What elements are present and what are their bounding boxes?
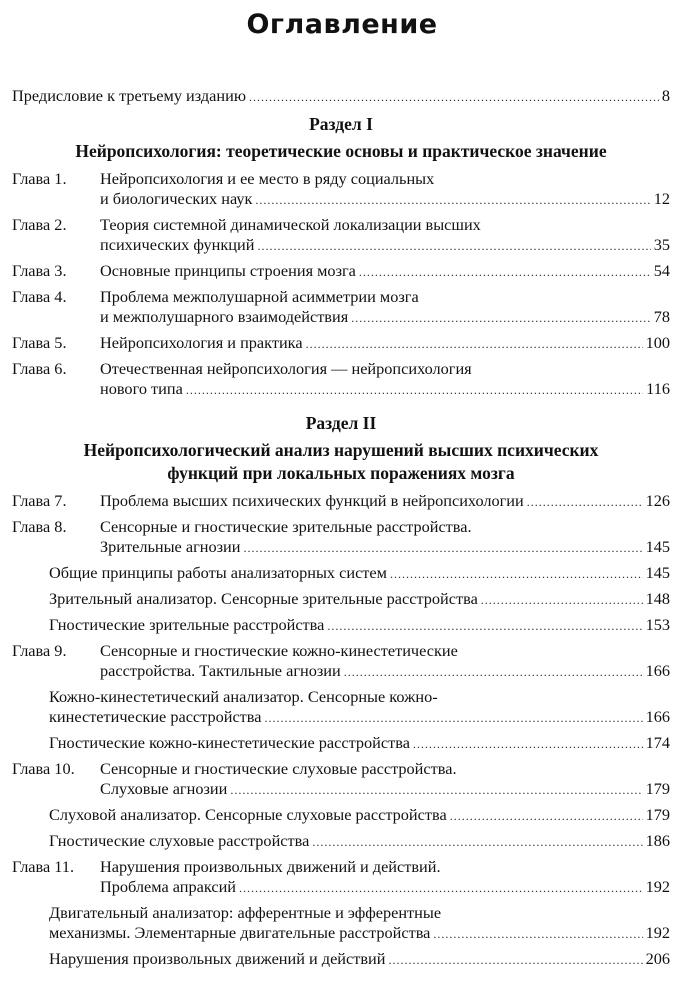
chapter-label: Глава 9. — [12, 641, 67, 660]
dot-leader — [527, 492, 643, 512]
entry-last-line — [100, 779, 670, 800]
entry-title-line: Зрительные агнозии — [100, 537, 241, 556]
entry-last-line — [100, 307, 670, 328]
page-number: 179 — [645, 779, 670, 798]
dot-leader — [450, 806, 643, 826]
page-number: 35 — [653, 235, 670, 254]
toc-chapter-entry[interactable] — [12, 261, 670, 282]
toc-chapter-entry[interactable] — [12, 857, 670, 898]
chapter-label: Глава 7. — [12, 491, 67, 510]
entry-title-line: Гностические слуховые расстройства — [49, 831, 310, 850]
entry-title-line: Теория системной динамической локализации высших — [100, 215, 481, 234]
chapter-label: Глава 3. — [12, 261, 67, 280]
entry-title-line: Нейропсихология и практика — [100, 333, 303, 352]
toc-subentry[interactable] — [12, 831, 670, 852]
chapter-label: Глава 8. — [12, 517, 67, 536]
toc-chapter-entry[interactable] — [12, 517, 670, 558]
entry-title-line: кинестетические расстройства — [49, 707, 262, 726]
entry-title-line: Нарушения произвольных движений и действий — [49, 949, 386, 968]
dot-leader — [351, 308, 651, 328]
toc-chapter-entry[interactable] — [12, 287, 670, 328]
chapter-label: Глава 6. — [12, 359, 67, 378]
entry-last-line — [100, 261, 670, 282]
page-title: Оглавление — [246, 9, 438, 40]
entry-title-line: Зрительный анализатор. Сенсорные зрительные расстройства — [49, 589, 478, 608]
entry-title-line: Проблема высших психических функций в нейропсихологии — [100, 491, 524, 510]
entry-body — [49, 589, 670, 610]
entry-title-line: Двигательный анализатор: афферентные и эфферентные — [49, 903, 442, 922]
entry-body — [49, 805, 670, 826]
dot-leader — [344, 662, 643, 682]
dot-leader — [255, 190, 650, 210]
entry-body — [100, 215, 670, 256]
dot-leader — [388, 950, 642, 970]
entry-title-line: Гностические зрительные расстройства — [49, 615, 325, 634]
dot-leader — [257, 236, 650, 256]
entry-body — [100, 359, 670, 400]
toc-subentry[interactable] — [12, 903, 670, 944]
entry-title-line: Проблема апраксий — [100, 877, 237, 896]
entry-body — [49, 903, 670, 944]
dot-leader — [359, 262, 651, 282]
page-number: 192 — [645, 877, 670, 896]
entry-last-line — [49, 563, 670, 584]
entry-last-line — [100, 379, 670, 400]
entry-last-line — [49, 949, 670, 970]
dot-leader — [243, 538, 642, 558]
page-number: 192 — [645, 923, 670, 942]
entry-body — [100, 517, 670, 558]
entry-title-line: психических функций — [100, 235, 255, 254]
toc-chapter-entry[interactable] — [12, 641, 670, 682]
dot-leader — [390, 564, 643, 584]
entry-title-line: Нарушения произвольных движений и действий. — [100, 857, 441, 876]
entry-body — [100, 261, 670, 282]
entry-title-line: Сенсорные и гностические кожно-кинестетические — [100, 641, 458, 660]
entry-last-line — [49, 589, 670, 610]
page-number: 148 — [645, 589, 670, 608]
dot-leader — [265, 708, 643, 728]
entry-last-line — [49, 615, 670, 636]
dot-leader — [327, 616, 642, 636]
entry-last-line — [100, 189, 670, 210]
dot-leader — [481, 590, 643, 610]
entry-title-line: Отечественная нейропсихология — нейропсихология — [100, 359, 472, 378]
dot-leader — [306, 334, 643, 354]
chapter-label: Глава 5. — [12, 333, 67, 352]
toc-subentry[interactable] — [12, 615, 670, 636]
entry-title-line: и межполушарного взаимодействия — [100, 307, 349, 326]
page-number: 174 — [645, 733, 670, 752]
section-heading-line: Нейропсихология: теоретические основы и практическое значение — [75, 141, 607, 161]
section-heading-line: функций при локальных поражениях мозга — [167, 463, 515, 483]
dot-leader — [433, 924, 642, 944]
section-number: Раздел I — [309, 114, 373, 134]
dot-leader — [312, 832, 642, 852]
chapter-label: Глава 4. — [12, 287, 67, 306]
toc-subentry[interactable] — [12, 563, 670, 584]
toc-subentry[interactable] — [12, 589, 670, 610]
entry-title-line: механизмы. Элементарные двигательные расстройства — [49, 923, 431, 942]
entry-title-line: Слуховой анализатор. Сенсорные слуховые расстройства — [49, 805, 447, 824]
entry-title-line: Проблема межполушарной асимметрии мозга — [100, 287, 419, 306]
entry-body — [49, 615, 670, 636]
toc-chapter-entry[interactable] — [12, 359, 670, 400]
entry-last-line — [100, 877, 670, 898]
entry-body — [12, 86, 670, 107]
page-number: 116 — [646, 379, 670, 398]
entry-last-line — [12, 86, 670, 107]
entry-title-line: Кожно-кинестетический анализатор. Сенсорные кожно- — [49, 687, 438, 706]
page-number: 145 — [645, 537, 670, 556]
dot-leader — [230, 780, 642, 800]
toc-subentry[interactable] — [12, 687, 670, 728]
entry-last-line — [49, 733, 670, 754]
page-number: 179 — [645, 805, 670, 824]
entry-title-line: Слуховые агнозии — [100, 779, 228, 798]
page-number: 186 — [645, 831, 670, 850]
section-heading-line: Нейропсихологический анализ нарушений высших психических — [83, 440, 599, 460]
entry-body — [100, 641, 670, 682]
entry-body — [100, 857, 670, 898]
section-heading — [12, 140, 670, 163]
chapter-label: Глава 2. — [12, 215, 67, 234]
page-number: 8 — [661, 86, 670, 105]
section-heading — [12, 439, 670, 485]
entry-body — [100, 759, 670, 800]
entry-title-line: Гностические кожно-кинестетические расстройства — [49, 733, 410, 752]
entry-body — [100, 333, 670, 354]
toc-chapter-entry[interactable] — [12, 491, 670, 512]
chapter-label: Глава 1. — [12, 169, 67, 188]
entry-last-line — [100, 491, 670, 512]
entry-last-line — [100, 235, 670, 256]
dot-leader — [413, 734, 643, 754]
chapter-label: Глава 11. — [12, 857, 75, 876]
page-number: 100 — [645, 333, 670, 352]
entry-title-line: и биологических наук — [100, 189, 253, 208]
entry-last-line — [49, 805, 670, 826]
entry-last-line — [49, 831, 670, 852]
entry-body — [100, 287, 670, 328]
entry-last-line — [49, 707, 670, 728]
page-number: 12 — [653, 189, 670, 208]
page-number: 166 — [645, 661, 670, 680]
entry-title-line: расстройства. Тактильные агнозии — [100, 661, 341, 680]
entry-title-line: Нейропсихология и ее место в ряду социальных — [100, 169, 435, 188]
page-number: 126 — [645, 491, 670, 510]
entry-title-line: нового типа — [100, 379, 183, 398]
toc-chapter-entry[interactable] — [12, 759, 670, 800]
entry-title-line: Сенсорные и гностические слуховые расстройства. — [100, 759, 457, 778]
toc-subentry[interactable] — [12, 949, 670, 970]
toc-subentry[interactable] — [12, 733, 670, 754]
entry-body — [49, 949, 670, 970]
dot-leader — [239, 878, 643, 898]
toc-chapter-entry[interactable] — [12, 169, 670, 210]
table-of-contents — [12, 86, 670, 975]
entry-title-line: Сенсорные и гностические зрительные расстройства. — [100, 517, 472, 536]
entry-body — [49, 733, 670, 754]
dot-leader — [249, 87, 659, 107]
page-number: 54 — [653, 261, 670, 280]
entry-last-line — [100, 537, 670, 558]
dot-leader — [186, 380, 643, 400]
toc-chapter-entry[interactable] — [12, 333, 670, 354]
page-number: 145 — [645, 563, 670, 582]
chapter-label: Глава 10. — [12, 759, 75, 778]
entry-body — [100, 169, 670, 210]
page-number: 166 — [645, 707, 670, 726]
page-number: 153 — [645, 615, 670, 634]
section-number: Раздел II — [305, 413, 377, 433]
entry-body — [49, 831, 670, 852]
entry-body — [100, 491, 670, 512]
entry-body — [49, 687, 670, 728]
entry-title-line: Основные принципы строения мозга — [100, 261, 356, 280]
entry-last-line — [100, 661, 670, 682]
page-number: 78 — [653, 307, 670, 326]
toc-chapter-entry[interactable] — [12, 215, 670, 256]
entry-last-line — [49, 923, 670, 944]
entry-body — [49, 563, 670, 584]
toc-subentry[interactable] — [12, 805, 670, 826]
preface-title: Предисловие к третьему изданию — [12, 86, 246, 105]
entry-title-line: Общие принципы работы анализаторных систем — [49, 563, 387, 582]
page-number: 206 — [645, 949, 670, 968]
entry-last-line — [100, 333, 670, 354]
toc-preface-entry[interactable] — [12, 86, 670, 107]
